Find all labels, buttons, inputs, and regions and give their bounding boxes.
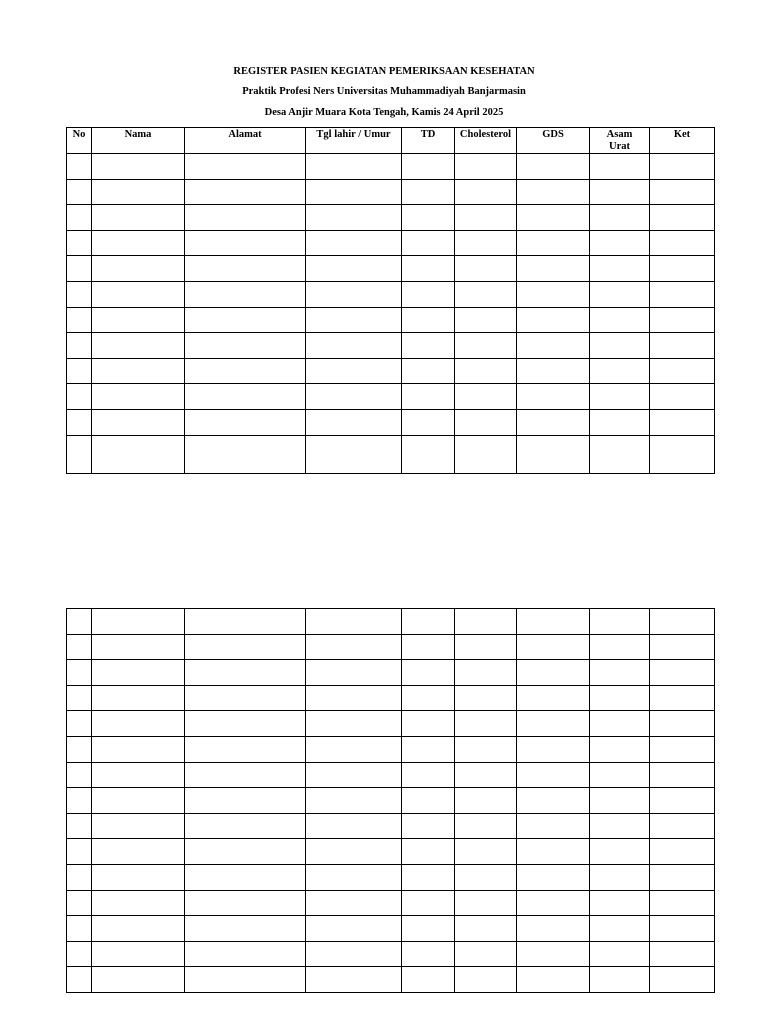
table-cell [92,179,185,205]
table-cell [402,736,455,762]
table-cell [306,435,402,473]
register-table-page-2 [66,608,715,993]
table-cell [67,813,92,839]
table-cell [517,154,590,180]
table-cell [67,864,92,890]
table-cell [650,409,715,435]
table-cell [306,941,402,967]
table-cell [517,256,590,282]
table-cell [306,609,402,635]
table-cell [517,333,590,359]
table-cell [590,736,650,762]
table-cell [455,205,517,231]
column-header-gds: GDS [517,128,590,154]
table-row [67,205,715,231]
table-cell [402,256,455,282]
table-cell [590,609,650,635]
column-header-no: No [67,128,92,154]
table-cell [650,154,715,180]
table-cell [306,890,402,916]
table-cell [306,685,402,711]
table-cell [517,916,590,942]
table-cell [402,333,455,359]
table-cell [650,685,715,711]
table-cell [590,256,650,282]
table-cell [306,256,402,282]
table-cell [92,435,185,473]
table-row [67,333,715,359]
table-cell [92,634,185,660]
table-cell [402,890,455,916]
table-cell [185,788,306,814]
table-cell [402,762,455,788]
column-header-ket: Ket [650,128,715,154]
table-cell [402,281,455,307]
table-cell [590,307,650,333]
table-cell [517,788,590,814]
table-cell [67,179,92,205]
table-cell [185,864,306,890]
table-cell [517,839,590,865]
table-row [67,813,715,839]
table-cell [590,435,650,473]
table-row [67,307,715,333]
table-cell [306,358,402,384]
table-cell [92,916,185,942]
table-cell [92,409,185,435]
table-cell [306,154,402,180]
table-cell [402,609,455,635]
table-cell [590,333,650,359]
table-row [67,409,715,435]
table-cell [185,358,306,384]
table-cell [306,281,402,307]
table-cell [650,762,715,788]
column-header-alamat: Alamat [185,128,306,154]
table-cell [92,967,185,993]
table-cell [185,609,306,635]
table-cell [650,358,715,384]
table-cell [650,230,715,256]
table-row [67,609,715,635]
table-row [67,660,715,686]
table-cell [590,813,650,839]
table-row [67,358,715,384]
table-cell [650,307,715,333]
table-cell [67,307,92,333]
table-row [67,941,715,967]
table-row [67,256,715,282]
table-cell [92,813,185,839]
location-date: Desa Anjir Muara Kota Tengah, Kamis 24 April 2025 [264,107,504,118]
table-cell [402,711,455,737]
table-cell [650,179,715,205]
table-cell [402,967,455,993]
table-cell [185,916,306,942]
table-cell [455,788,517,814]
table-cell [185,256,306,282]
table-cell [455,660,517,686]
table-cell [402,839,455,865]
table-cell [402,205,455,231]
table-cell [306,384,402,410]
table-cell [92,685,185,711]
table-cell [185,154,306,180]
table-cell [185,762,306,788]
table-cell [92,333,185,359]
table-cell [455,890,517,916]
table-cell [590,916,650,942]
table-cell [517,711,590,737]
table-cell [67,205,92,231]
table-cell [402,384,455,410]
table-cell [455,409,517,435]
table-cell [402,634,455,660]
table-cell [92,358,185,384]
register-table-page-1 [66,127,715,474]
register-title: REGISTER PASIEN KEGIATAN PEMERIKSAAN KESEHATAN [233,66,535,77]
table-cell [92,205,185,231]
table-cell [517,281,590,307]
table-cell [67,788,92,814]
table-cell [92,660,185,686]
table-row [67,435,715,473]
table-cell [67,967,92,993]
table-cell [185,205,306,231]
table-cell [67,839,92,865]
table-cell [185,941,306,967]
table-cell [650,660,715,686]
table-cell [67,711,92,737]
table-cell [306,736,402,762]
table-cell [517,762,590,788]
table-cell [455,941,517,967]
table-cell [650,333,715,359]
table-cell [306,762,402,788]
table-cell [67,358,92,384]
table-cell [306,813,402,839]
table-cell [185,384,306,410]
table-row [67,839,715,865]
table-cell [517,864,590,890]
table-cell [650,941,715,967]
table-cell [185,230,306,256]
table-row [67,634,715,660]
table-cell [590,839,650,865]
table-cell [185,967,306,993]
table-cell [306,230,402,256]
table-cell [455,179,517,205]
table-cell [306,967,402,993]
table-cell [185,813,306,839]
table-cell [590,384,650,410]
table-cell [67,154,92,180]
table-cell [402,435,455,473]
table-cell [590,205,650,231]
table-cell [517,890,590,916]
table-cell [92,890,185,916]
table-cell [590,788,650,814]
table-cell [455,281,517,307]
table-cell [517,941,590,967]
table-cell [455,916,517,942]
table-cell [185,736,306,762]
table-cell [306,916,402,942]
column-header-cholesterol: Cholesterol [455,128,517,154]
table-cell [517,967,590,993]
table-cell [306,179,402,205]
table-header-row [67,128,715,154]
table-cell [517,384,590,410]
table-row [67,384,715,410]
table-cell [67,685,92,711]
table-cell [650,967,715,993]
table-cell [590,179,650,205]
table-cell [306,660,402,686]
table-cell [92,384,185,410]
table-cell [402,230,455,256]
table-row [67,890,715,916]
table-cell [185,660,306,686]
table-cell [650,281,715,307]
table-cell [455,685,517,711]
table-cell [92,788,185,814]
table-cell [92,230,185,256]
table-cell [517,435,590,473]
table-row [67,685,715,711]
table-cell [455,435,517,473]
table-cell [92,736,185,762]
table-cell [185,179,306,205]
table-cell [92,256,185,282]
table-cell [92,839,185,865]
table-cell [590,358,650,384]
table-cell [185,839,306,865]
table-row [67,711,715,737]
table-cell [67,384,92,410]
table-cell [590,890,650,916]
table-cell [590,281,650,307]
table-cell [402,307,455,333]
table-row [67,967,715,993]
table-cell [306,864,402,890]
table-cell [67,941,92,967]
table-cell [67,609,92,635]
table-cell [650,256,715,282]
table-cell [517,634,590,660]
table-cell [455,864,517,890]
table-cell [402,916,455,942]
table-row [67,230,715,256]
table-cell [650,813,715,839]
table-cell [650,788,715,814]
table-cell [67,435,92,473]
table-cell [455,839,517,865]
table-cell [590,409,650,435]
table-cell [92,609,185,635]
table-cell [92,762,185,788]
table-cell [517,813,590,839]
table-cell [402,788,455,814]
table-cell [67,333,92,359]
table-cell [67,230,92,256]
column-header-nama: Nama [92,128,185,154]
table-cell [590,941,650,967]
table-cell [517,230,590,256]
table-cell [455,256,517,282]
table-cell [590,864,650,890]
table-cell [517,609,590,635]
table-cell [306,788,402,814]
table-cell [590,154,650,180]
table-row [67,916,715,942]
table-cell [306,711,402,737]
table-cell [306,205,402,231]
table-cell [185,333,306,359]
table-cell [185,409,306,435]
table-cell [306,839,402,865]
table-cell [402,154,455,180]
table-cell [67,660,92,686]
table-cell [590,711,650,737]
table-cell [402,864,455,890]
table-cell [92,864,185,890]
table-cell [455,154,517,180]
table-cell [67,916,92,942]
table-cell [650,711,715,737]
table-row [67,788,715,814]
table-cell [650,609,715,635]
table-cell [455,634,517,660]
table-cell [517,358,590,384]
table-cell [67,281,92,307]
table-cell [517,409,590,435]
table-cell [590,685,650,711]
table-cell [517,685,590,711]
table-cell [67,762,92,788]
table-cell [517,736,590,762]
table-cell [590,634,650,660]
table-cell [67,890,92,916]
table-cell [92,711,185,737]
column-header-asam-urat: Asam Urat [590,128,650,154]
table-cell [306,634,402,660]
table-cell [455,384,517,410]
table-cell [455,307,517,333]
table-cell [67,736,92,762]
table-cell [92,941,185,967]
table-cell [306,409,402,435]
table-cell [306,333,402,359]
table-cell [517,307,590,333]
table-cell [455,967,517,993]
table-row [67,762,715,788]
column-header-tgl-lahir: Tgl lahir / Umur [306,128,402,154]
table-cell [455,609,517,635]
table-cell [517,660,590,686]
table-cell [650,435,715,473]
table-row [67,281,715,307]
table-row [67,736,715,762]
table-cell [67,409,92,435]
table-cell [517,179,590,205]
table-cell [185,307,306,333]
table-cell [185,435,306,473]
table-cell [590,762,650,788]
table-row [67,179,715,205]
table-cell [402,660,455,686]
table-cell [92,281,185,307]
table-cell [590,230,650,256]
table-cell [92,307,185,333]
table-cell [185,281,306,307]
table-cell [517,205,590,231]
table-cell [67,256,92,282]
table-cell [650,864,715,890]
table-cell [402,179,455,205]
table-cell [306,307,402,333]
table-cell [185,685,306,711]
table-cell [402,685,455,711]
table-cell [590,660,650,686]
table-row [67,864,715,890]
table-cell [185,711,306,737]
table-cell [185,890,306,916]
table-cell [92,154,185,180]
table-cell [650,634,715,660]
table-cell [455,762,517,788]
table-cell [402,941,455,967]
table-cell [650,839,715,865]
table-cell [590,967,650,993]
table-cell [402,409,455,435]
table-cell [185,634,306,660]
table-cell [402,813,455,839]
table-cell [455,711,517,737]
table-cell [455,813,517,839]
table-cell [650,384,715,410]
table-cell [650,736,715,762]
table-cell [455,230,517,256]
table-cell [455,358,517,384]
table-cell [650,916,715,942]
table-cell [67,634,92,660]
table-cell [650,205,715,231]
column-header-td: TD [402,128,455,154]
program-subtitle: Praktik Profesi Ners Universitas Muhammadiyah Banjarmasin [242,86,526,97]
table-cell [402,358,455,384]
table-cell [455,333,517,359]
table-cell [650,890,715,916]
table-cell [455,736,517,762]
table-row [67,154,715,180]
